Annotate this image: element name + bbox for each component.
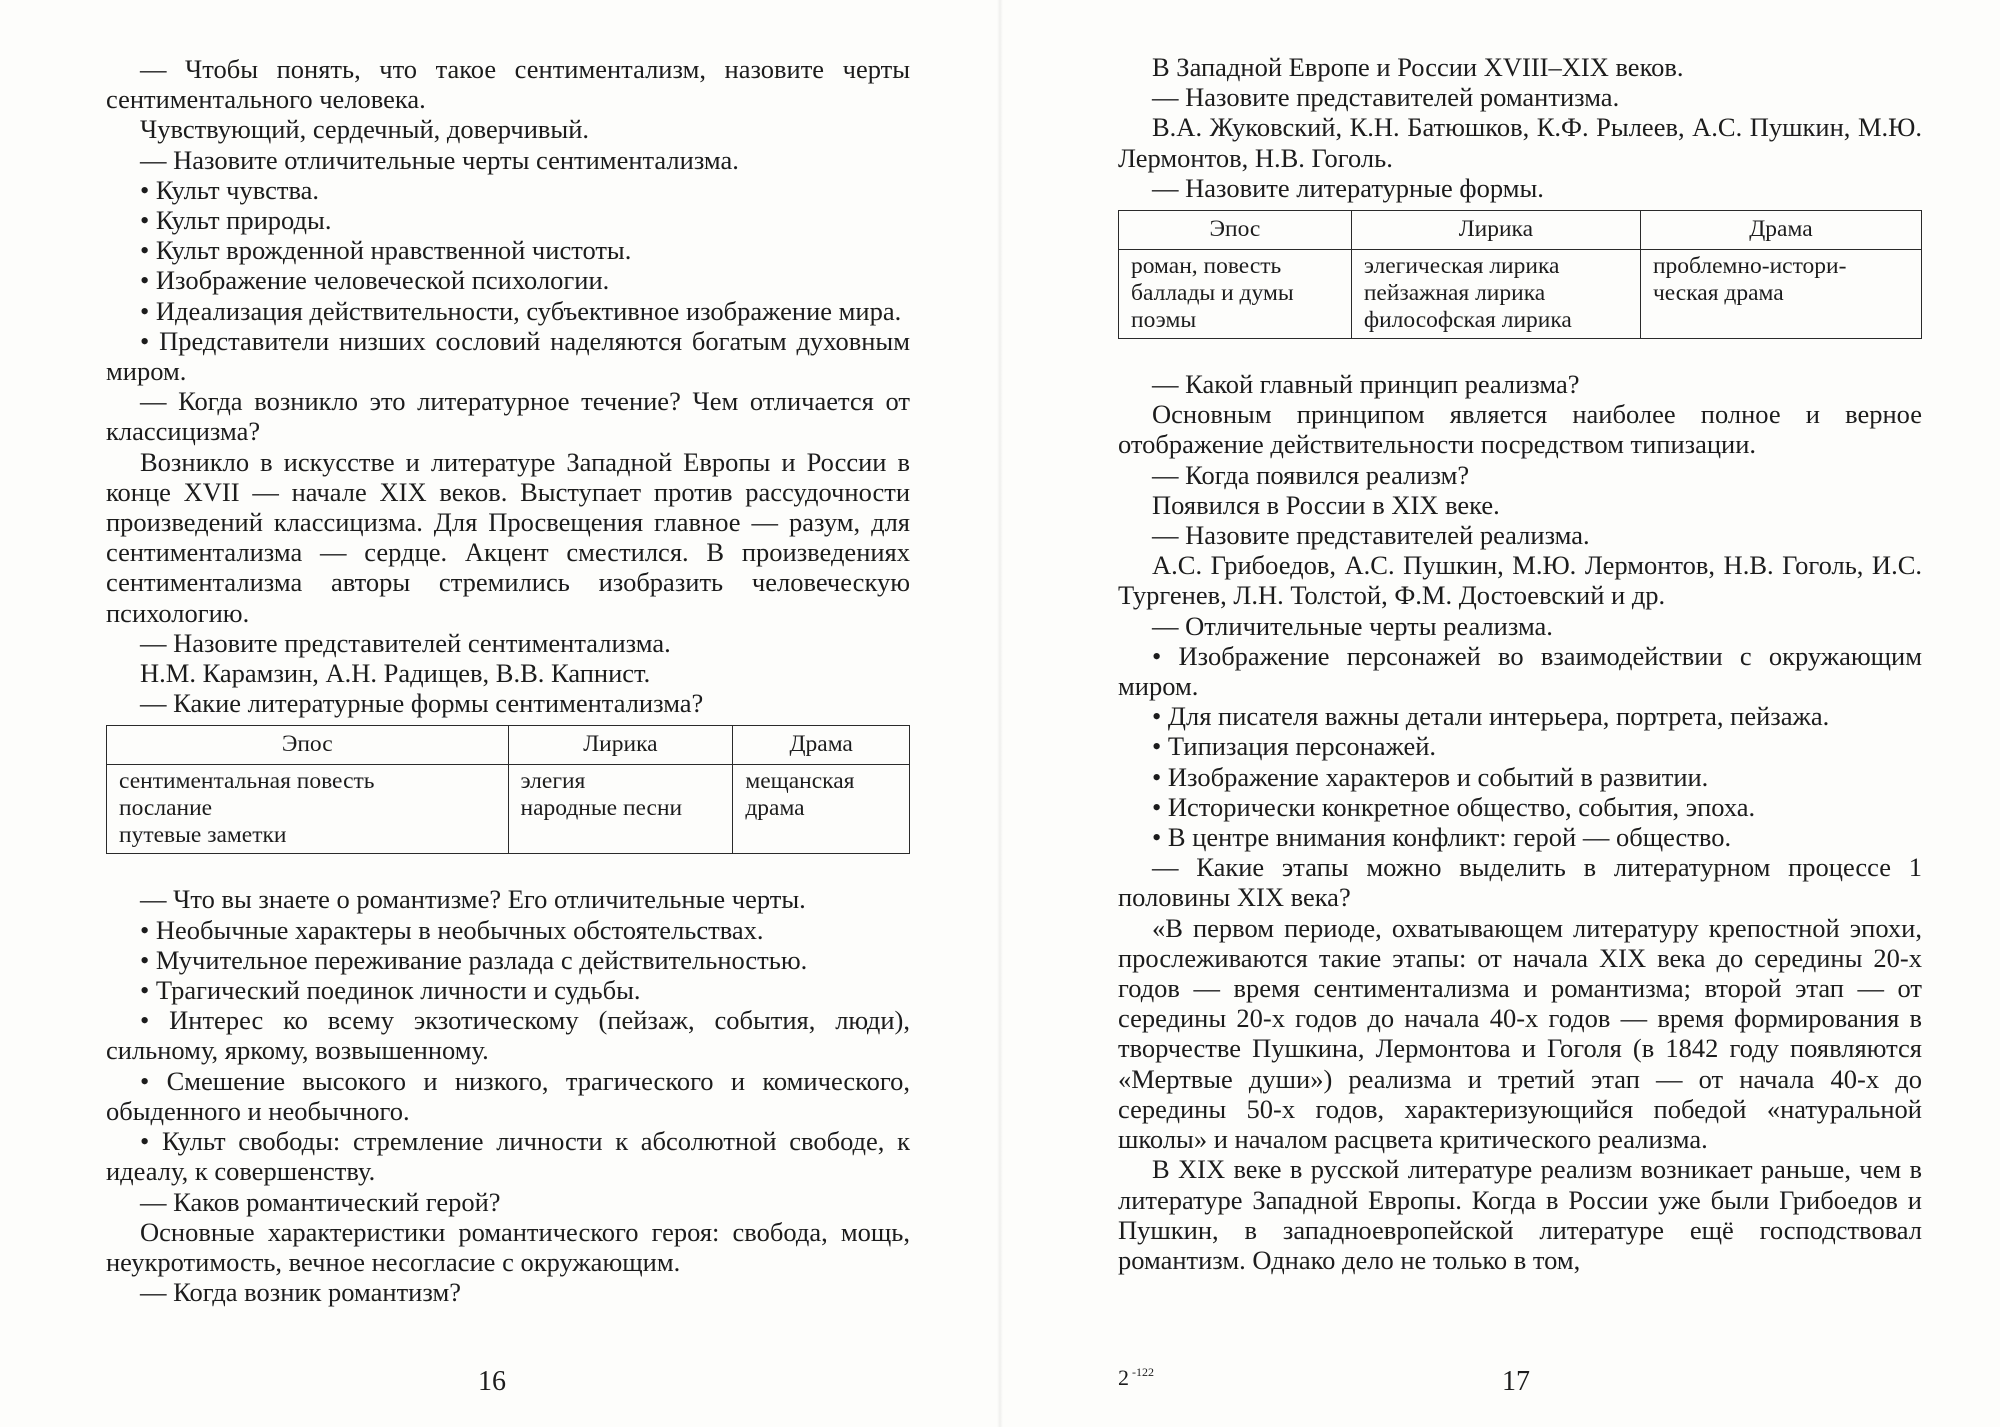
paragraph: — Когда появился реализм? bbox=[1152, 459, 1470, 490]
paragraph: В Западной Европе и России XVIII–XIX веков. bbox=[1152, 52, 1684, 82]
paragraph: — Когда возникло это литературное течение? Чем отличается от классицизма? bbox=[106, 386, 910, 447]
right-page bbox=[1000, 0, 2000, 1427]
table-header-epos: Эпос bbox=[107, 726, 509, 765]
paragraph: • Типизация персонажей. bbox=[1152, 731, 1437, 762]
paragraph: • Культ врожденной нравственной чистоты. bbox=[140, 235, 632, 266]
paragraph: • Изображение персонажей во взаимодействии с окружающим миром. bbox=[1118, 640, 1922, 702]
paragraph: • Для писателя важны детали интерьера, портрета, пейзажа. bbox=[1152, 701, 1830, 732]
table-header-drama: Драма bbox=[733, 726, 910, 765]
table-cell-line: пейзажная лирика bbox=[1363, 280, 1546, 307]
table-cell-epos bbox=[1119, 250, 1352, 339]
table-header-row bbox=[107, 726, 910, 765]
table-cell-line: поэмы bbox=[1131, 307, 1197, 334]
table-cell-line: драма bbox=[745, 795, 805, 822]
table-header-lyrics: Лирика bbox=[508, 726, 733, 765]
table-cell-epos bbox=[107, 765, 509, 854]
table-cell-drama bbox=[1640, 250, 1921, 339]
table-row bbox=[1119, 250, 1922, 339]
table-cell-line: роман, повесть bbox=[1131, 253, 1282, 280]
paragraph: • Необычные характеры в необычных обстоятельствах. bbox=[140, 914, 764, 945]
paragraph: — Назовите представителей романтизма. bbox=[1152, 82, 1620, 113]
table-cell-line: философская лирика bbox=[1363, 307, 1572, 334]
paragraph: • Идеализация действительности, субъективное изображение мира. bbox=[140, 295, 902, 326]
paragraph: — Что вы знаете о романтизме? Его отличительные черты. bbox=[140, 884, 806, 915]
table-cell-line: путевые заметки bbox=[119, 822, 287, 849]
paragraph: • Изображение человеческой психологии. bbox=[140, 265, 610, 296]
table-header-epos: Эпос bbox=[1119, 211, 1352, 250]
paragraph: • Культ природы. bbox=[140, 205, 332, 236]
page-number-left: 16 bbox=[478, 1365, 506, 1397]
paragraph: • В центре внимания конфликт: герой — общество. bbox=[1152, 822, 1732, 853]
printer-signature-mark bbox=[1118, 1357, 1154, 1393]
paragraph: А.С. Грибоедов, А.С. Пушкин, М.Ю. Лермонтов, Н.В. Гоголь, И.С. Тургенев, Л.Н. Толстой, Ф.М. Достоевский и др. bbox=[1118, 550, 1922, 611]
table-cell-line: проблемно-истори- bbox=[1652, 253, 1847, 280]
paragraph: Чувствующий, сердечный, доверчивый. bbox=[140, 114, 589, 145]
paragraph: Основным принципом является наиболее полное и верное отображение действительности посредством типизации. bbox=[1118, 399, 1922, 460]
right-text-block-a bbox=[1118, 52, 1922, 203]
paragraph: «В первом периоде, охватывающем литературу крепостной эпохи, прослеживаются такие этапы: от начала XIX века до середины 20-х годов — время сентиментализма и романтизма; второй этап — от середины 20-х годов до начала 40-х годов — время формирования в творчестве Пушкина, Лермонтова и Гоголя (в 1842 году появляются «Мертвые души») реализма и третий этап — от начала 40-х до середины 50-х годов, характеризующийся победой «натуральной школы» и началом расцвета критического реализма. bbox=[1118, 912, 1922, 1155]
sentimentalism-forms-table bbox=[106, 725, 910, 854]
table-row bbox=[107, 765, 910, 854]
paragraph: Возникло в искусстве и литературе Западной Европы и России в конце XVII — начале XIX веков. Выступает против рассудочности произведений классицизма. Для Просвещения главное — разум, для сентиментализма — сердце. Акцент сместился. В произведениях сентиментализма авторы стремились изобразить человеческую психологию. bbox=[106, 446, 910, 628]
paragraph: — Когда возник романтизм? bbox=[140, 1277, 461, 1308]
paragraph: Появился в России в XIX веке. bbox=[1152, 489, 1500, 520]
page-number-right: 17 bbox=[1502, 1365, 1530, 1397]
paragraph: — Каков романтический герой? bbox=[140, 1186, 501, 1217]
signature-number: 2 bbox=[1118, 1364, 1129, 1390]
paragraph: — Чтобы понять, что такое сентиментализм, назовите черты сентиментального человека. bbox=[106, 54, 910, 115]
paragraph: • Интерес ко всему экзотическому (пейзаж, события, люди), сильному, яркому, возвышенному. bbox=[106, 1005, 910, 1066]
paragraph: — Отличительные черты реализма. bbox=[1152, 610, 1553, 641]
paragraph: • Изображение характеров и событий в развитии. bbox=[1152, 761, 1709, 792]
romanticism-forms-table bbox=[1118, 210, 1922, 339]
paragraph: — Назовите представителей реализма. bbox=[1152, 520, 1590, 551]
paragraph: • Представители низших сословий наделяются богатым духовным миром. bbox=[106, 325, 910, 387]
paragraph: • Культ свободы: стремление личности к абсолютной свободе, к идеалу, к совершенству. bbox=[106, 1126, 910, 1187]
paragraph: — Назовите литературные формы. bbox=[1152, 172, 1544, 203]
paragraph: — Какие этапы можно выделить в литературном процессе 1 половины XIX века? bbox=[1118, 852, 1922, 913]
left-text-block-b bbox=[106, 884, 910, 1307]
right-text-block-b bbox=[1118, 369, 1922, 1275]
table-cell-lyrics bbox=[508, 765, 733, 854]
paragraph: В XIX веке в русской литературе реализм возникает раньше, чем в литературе Западной Европы. Когда в России уже были Грибоедов и Пушкин, в западноевропейской литературе ещё господствовал романтизм. Однако дело не только в том, bbox=[1118, 1154, 1922, 1275]
paragraph: • Культ чувства. bbox=[140, 174, 320, 205]
table-cell-lyrics bbox=[1351, 250, 1640, 339]
paragraph: Основные характеристики романтического героя: свобода, мощь, неукротимость, вечное несогласие с окружающим. bbox=[106, 1216, 910, 1277]
table-header-lyrics: Лирика bbox=[1351, 211, 1640, 250]
table-cell-line: сентиментальная повесть bbox=[119, 768, 375, 795]
paragraph: • Мучительное переживание разлада с действительностью. bbox=[140, 944, 808, 975]
paragraph: — Назовите отличительные черты сентиментализма. bbox=[140, 144, 739, 175]
paragraph: В.А. Жуковский, К.Н. Батюшков, К.Ф. Рылеев, А.С. Пушкин, М.Ю. Лермонтов, Н.В. Гоголь. bbox=[1118, 112, 1922, 173]
table-cell-drama bbox=[733, 765, 910, 854]
paragraph: Н.М. Карамзин, А.Н. Радищев, В.В. Капнист. bbox=[140, 658, 651, 689]
table-cell-line: народные песни bbox=[520, 795, 683, 822]
table-cell-line: мещанская bbox=[745, 768, 855, 795]
paragraph: — Назовите представителей сентиментализма. bbox=[140, 627, 671, 658]
signature-superscript: -122 bbox=[1132, 1364, 1154, 1379]
table-cell-line: элегическая лирика bbox=[1363, 253, 1560, 280]
table-cell-line: ческая драма bbox=[1652, 280, 1784, 307]
paragraph: • Исторически конкретное общество, события, эпоха. bbox=[1152, 791, 1756, 822]
paragraph: — Какие литературные формы сентиментализма? bbox=[140, 688, 704, 719]
table-cell-line: баллады и думы bbox=[1131, 280, 1294, 307]
left-text-block-a bbox=[106, 54, 910, 718]
paragraph: — Какой главный принцип реализма? bbox=[1152, 369, 1580, 400]
paragraph: • Трагический поединок личности и судьбы. bbox=[140, 975, 641, 1006]
paragraph: • Смешение высокого и низкого, трагического и комического, обыденного и необычного. bbox=[106, 1065, 910, 1126]
table-cell-line: элегия bbox=[520, 768, 586, 795]
table-cell-line: послание bbox=[119, 795, 213, 822]
table-header-drama: Драма bbox=[1640, 211, 1921, 250]
table-header-row bbox=[1119, 211, 1922, 250]
